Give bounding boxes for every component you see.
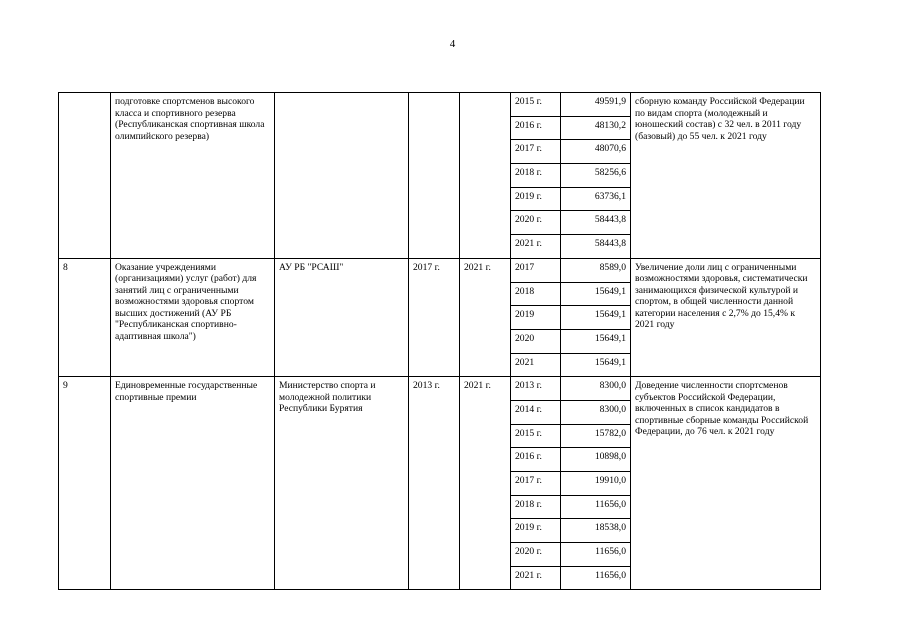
end-year xyxy=(460,93,511,259)
funding-year: 2017 г. xyxy=(511,140,561,164)
funding-year: 2017 xyxy=(511,258,561,282)
expected-result: Увеличение доли лиц с ограниченными возможностями здоровья, систематически занимающихся физической культурой и спортом, в общей численности данной категории населения с 2,7% до 15,4% к 2021 году xyxy=(631,258,821,376)
funding-amount: 58256,6 xyxy=(561,164,631,188)
funding-year: 2015 г. xyxy=(511,424,561,448)
funding-amount: 11656,0 xyxy=(561,495,631,519)
program-activities-table xyxy=(58,92,821,590)
funding-year: 2021 г. xyxy=(511,235,561,259)
funding-amount: 15649,1 xyxy=(561,329,631,353)
row-number: 9 xyxy=(59,377,111,590)
activity-name: Оказание учреждениями (организациями) услуг (работ) для занятий лиц с ограниченными возможностями здоровья спортом высших достижений (АУ РБ "Республиканская спортивно-адаптивная школа") xyxy=(111,258,275,376)
funding-year: 2020 г. xyxy=(511,543,561,567)
end-year: 2021 г. xyxy=(460,377,511,590)
executor: АУ РБ "РСАШ" xyxy=(275,258,409,376)
funding-amount: 58443,8 xyxy=(561,235,631,259)
funding-year: 2015 г. xyxy=(511,93,561,117)
funding-year: 2016 г. xyxy=(511,116,561,140)
funding-year: 2018 г. xyxy=(511,495,561,519)
funding-amount: 10898,0 xyxy=(561,448,631,472)
funding-year: 2021 г. xyxy=(511,566,561,590)
table-row xyxy=(59,93,821,117)
funding-amount: 15782,0 xyxy=(561,424,631,448)
funding-amount: 15649,1 xyxy=(561,306,631,330)
funding-amount: 18538,0 xyxy=(561,519,631,543)
page-number: 4 xyxy=(449,38,456,50)
expected-result: сборную команду Российской Федерации по видам спорта (молодежный и юношеский состав) с 32 чел. в 2011 году (базовый) до 55 чел. к 2021 году xyxy=(631,93,821,259)
end-year: 2021 г. xyxy=(460,258,511,376)
funding-year: 2019 xyxy=(511,306,561,330)
funding-amount: 19910,0 xyxy=(561,472,631,496)
funding-amount: 48130,2 xyxy=(561,116,631,140)
funding-year: 2019 г. xyxy=(511,187,561,211)
funding-year: 2018 г. xyxy=(511,164,561,188)
table-body xyxy=(59,93,821,590)
table-row xyxy=(59,377,821,401)
funding-year: 2014 г. xyxy=(511,400,561,424)
funding-year: 2021 xyxy=(511,353,561,377)
funding-amount: 8300,0 xyxy=(561,400,631,424)
funding-amount: 8589,0 xyxy=(561,258,631,282)
funding-year: 2018 xyxy=(511,282,561,306)
funding-year: 2017 г. xyxy=(511,472,561,496)
funding-amount: 8300,0 xyxy=(561,377,631,401)
funding-year: 2016 г. xyxy=(511,448,561,472)
funding-amount: 15649,1 xyxy=(561,353,631,377)
activity-name: подготовке спортсменов высокого класса и спортивного резерва (Республиканская спортивная школа олимпийского резерва) xyxy=(111,93,275,259)
funding-year: 2020 г. xyxy=(511,211,561,235)
funding-amount: 49591,9 xyxy=(561,93,631,117)
executor: Министерство спорта и молодежной политики Республики Бурятия xyxy=(275,377,409,590)
funding-amount: 15649,1 xyxy=(561,282,631,306)
funding-amount: 11656,0 xyxy=(561,566,631,590)
funding-year: 2019 г. xyxy=(511,519,561,543)
funding-amount: 48070,6 xyxy=(561,140,631,164)
start-year: 2013 г. xyxy=(409,377,460,590)
funding-year: 2013 г. xyxy=(511,377,561,401)
row-number: 8 xyxy=(59,258,111,376)
activity-name: Единовременные государственные спортивные премии xyxy=(111,377,275,590)
funding-year: 2020 xyxy=(511,329,561,353)
funding-amount: 63736,1 xyxy=(561,187,631,211)
table-row xyxy=(59,258,821,282)
executor xyxy=(275,93,409,259)
start-year: 2017 г. xyxy=(409,258,460,376)
row-number xyxy=(59,93,111,259)
start-year xyxy=(409,93,460,259)
expected-result: Доведение численности спортсменов субъектов Российской Федерации, включенных в список кандидатов в спортивные сборные команды Российской Федерации, до 76 чел. к 2021 году xyxy=(631,377,821,590)
funding-amount: 11656,0 xyxy=(561,543,631,567)
funding-amount: 58443,8 xyxy=(561,211,631,235)
